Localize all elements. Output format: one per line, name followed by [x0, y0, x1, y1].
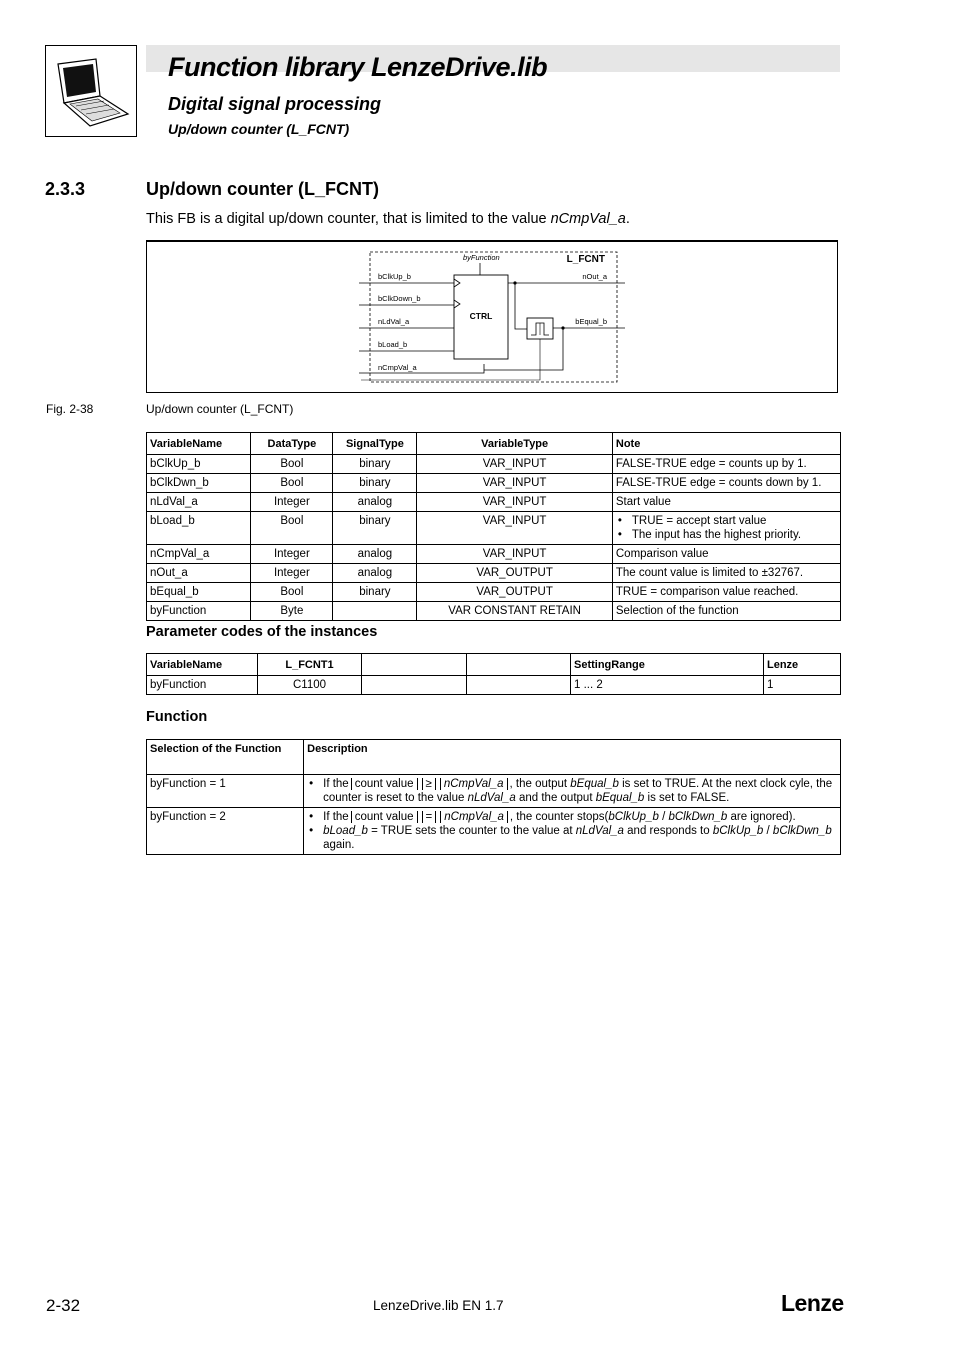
section-number: 2.3.3	[45, 179, 86, 199]
cell: byFunction	[147, 602, 251, 621]
column-header: VariableType	[417, 433, 613, 455]
column-header: DataType	[251, 433, 333, 455]
cell: FALSE-TRUE edge = counts down by 1.	[612, 474, 840, 493]
table-row	[147, 545, 841, 564]
cell: VAR CONSTANT RETAIN	[417, 602, 613, 621]
cell: C1100	[258, 676, 362, 695]
cell: bClkUp_b	[147, 455, 251, 474]
table-header-row	[147, 433, 841, 455]
block-name: L_FCNT	[566, 254, 605, 265]
cell: Integer	[251, 545, 333, 564]
cell: Bool	[251, 455, 333, 474]
input-label: nCmpVal_a	[378, 363, 417, 372]
cell: Byte	[251, 602, 333, 621]
output-label: nOut_a	[582, 272, 607, 281]
column-header	[362, 654, 467, 676]
figure-caption: Up/down counter (L_FCNT)	[146, 402, 294, 416]
cell	[304, 808, 841, 855]
cell: VAR_OUTPUT	[417, 583, 613, 602]
column-header: Selection of the Function	[147, 740, 304, 775]
section-title: Up/down counter (L_FCNT)	[146, 179, 379, 199]
cell: Start value	[612, 493, 840, 512]
cell	[467, 676, 571, 695]
table-row	[147, 512, 841, 545]
cell	[333, 602, 417, 621]
cell: Bool	[251, 583, 333, 602]
cell: Integer	[251, 564, 333, 583]
param-label: byFunction	[463, 253, 500, 262]
cell: binary	[333, 583, 417, 602]
function-table	[146, 739, 841, 855]
column-header: Lenze	[764, 654, 841, 676]
cell: 1 ... 2	[571, 676, 764, 695]
column-header: Note	[612, 433, 840, 455]
cell: Integer	[251, 493, 333, 512]
cell: bEqual_b	[147, 583, 251, 602]
column-header	[467, 654, 571, 676]
cell: analog	[333, 545, 417, 564]
figure-frame	[146, 240, 838, 393]
cell: VAR_INPUT	[417, 474, 613, 493]
cell: analog	[333, 564, 417, 583]
table-row	[147, 602, 841, 621]
cell: bLoad_b	[147, 512, 251, 545]
cell: byFunction	[147, 676, 258, 695]
cell: analog	[333, 493, 417, 512]
cell: binary	[333, 512, 417, 545]
input-label: nLdVal_a	[378, 317, 410, 326]
cell: VAR_INPUT	[417, 512, 613, 545]
input-label: bClkDown_b	[378, 294, 421, 303]
input-label: bLoad_b	[378, 340, 408, 349]
bullet-item: • If the count value ≥ nCmpVal_a , the output bEqual_b is set to TRUE. At the next clock cyle, the counter is reset to the value nLdVal_a and the output bEqual_b is set to FALSE.	[323, 777, 837, 805]
param-heading: Parameter codes of the instances	[146, 624, 378, 640]
column-header: SignalType	[333, 433, 417, 455]
cell: VAR_OUTPUT	[417, 564, 613, 583]
cell: Bool	[251, 512, 333, 545]
output-label: bEqual_b	[575, 317, 607, 326]
cell: nCmpVal_a	[147, 545, 251, 564]
table-row	[147, 474, 841, 493]
input-label: bClkUp_b	[378, 272, 411, 281]
bullet-item: • The input has the highest priority.	[632, 528, 837, 542]
page-title: Function library LenzeDrive.lib	[168, 52, 548, 82]
intro-text: This FB is a digital up/down counter, that is limited to the value nCmpVal_a.	[146, 211, 630, 227]
column-header: VariableName	[147, 433, 251, 455]
cell	[304, 775, 841, 808]
cell: VAR_INPUT	[417, 493, 613, 512]
table-header-row	[147, 740, 841, 775]
variables-table	[146, 432, 841, 621]
column-header: VariableName	[147, 654, 258, 676]
chapter-title: Digital signal processing	[168, 94, 382, 114]
laptop-icon	[46, 46, 136, 136]
table-row	[147, 564, 841, 583]
cell: Bool	[251, 474, 333, 493]
table-row	[147, 455, 841, 474]
ctrl-label: CTRL	[469, 311, 493, 321]
laptop-logo-icon	[45, 45, 137, 137]
cell: byFunction = 1	[147, 775, 304, 808]
table-row	[147, 493, 841, 512]
bullet-item: • TRUE = accept start value	[632, 514, 837, 528]
cell: The count value is limited to ±32767.	[612, 564, 840, 583]
column-header: Description	[304, 740, 841, 775]
document-reference: LenzeDrive.lib EN 1.7	[373, 1298, 504, 1313]
block-diagram	[147, 242, 837, 392]
cell: nOut_a	[147, 564, 251, 583]
table-row	[147, 583, 841, 602]
cell: VAR_INPUT	[417, 545, 613, 564]
cell: binary	[333, 455, 417, 474]
table-header-row	[147, 654, 841, 676]
cell: FALSE-TRUE edge = counts up by 1.	[612, 455, 840, 474]
cell: Selection of the function	[612, 602, 840, 621]
param-table	[146, 653, 841, 695]
table-row	[147, 676, 841, 695]
bullet-item: • bLoad_b = TRUE sets the counter to the value at nLdVal_a and responds to bClkUp_b / bClkDwn_b again.	[323, 824, 837, 852]
cell: 1	[764, 676, 841, 695]
cell: bClkDwn_b	[147, 474, 251, 493]
figure-label: Fig. 2-38	[46, 402, 94, 416]
table-row	[147, 775, 841, 808]
cell: byFunction = 2	[147, 808, 304, 855]
cell	[362, 676, 467, 695]
brand-logo: Lenze	[781, 1290, 844, 1316]
cell: Comparison value	[612, 545, 840, 564]
cell: nLdVal_a	[147, 493, 251, 512]
cell: VAR_INPUT	[417, 455, 613, 474]
column-header: L_FCNT1	[258, 654, 362, 676]
cell: binary	[333, 474, 417, 493]
section-subtitle: Up/down counter (L_FCNT)	[168, 121, 350, 137]
table-row	[147, 808, 841, 855]
cell: TRUE = comparison value reached.	[612, 583, 840, 602]
function-heading: Function	[146, 709, 208, 725]
bullet-item: • If the count value = nCmpVal_a , the counter stops(bClkUp_b / bClkDwn_b are ignored).	[323, 810, 837, 824]
page-number: 2-32	[46, 1296, 81, 1315]
column-header: SettingRange	[571, 654, 764, 676]
cell	[612, 512, 840, 545]
